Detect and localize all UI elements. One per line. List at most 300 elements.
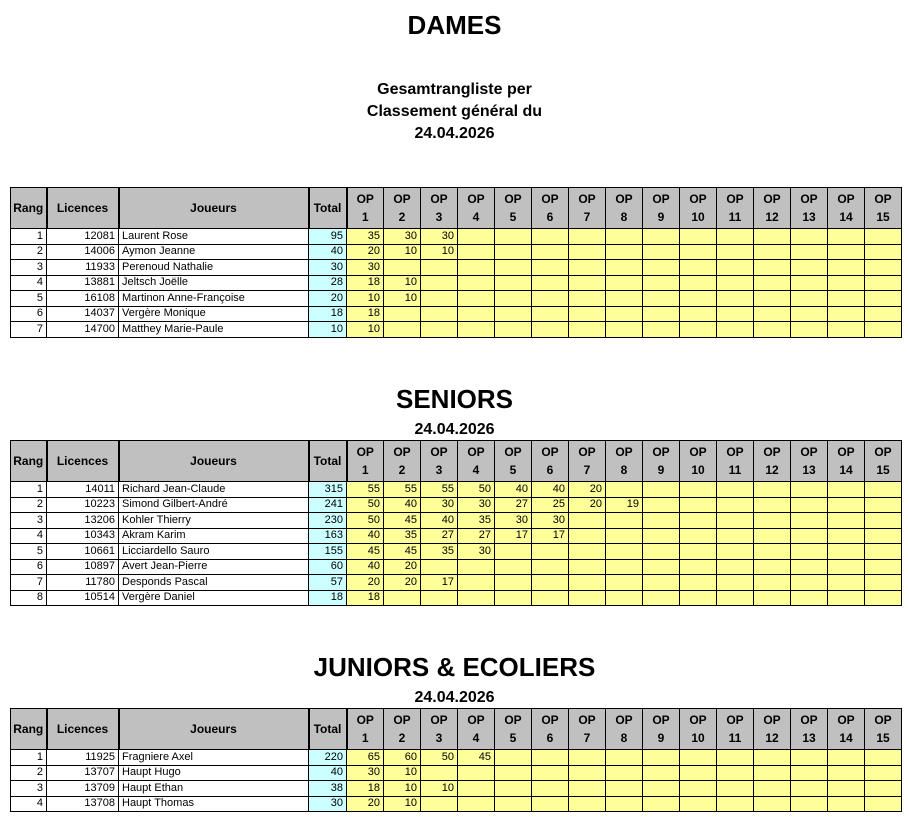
table-row	[11, 482, 902, 498]
op-score-cell	[495, 781, 532, 797]
op-label: OP	[541, 445, 559, 459]
total-cell: 220	[309, 750, 347, 766]
op-score-cell	[865, 796, 902, 812]
header-op-14	[828, 441, 865, 482]
rang-cell: 4	[11, 528, 47, 544]
op-number: 13	[802, 463, 816, 477]
op-score-cell	[754, 528, 791, 544]
op-score-cell	[495, 590, 532, 606]
op-score-cell	[828, 590, 865, 606]
subtitle-line-1: Gesamtrangliste per	[377, 81, 532, 98]
juniors-table	[10, 708, 902, 812]
op-label: OP	[800, 192, 818, 206]
op-number: 2	[398, 463, 406, 477]
op-score-cell	[865, 244, 902, 260]
rang-cell: 7	[11, 322, 47, 338]
player-name-cell: Jeltsch Joëlle	[119, 275, 309, 291]
op-score-cell	[717, 229, 754, 245]
op-score-cell	[717, 260, 754, 276]
header-op-2	[384, 188, 421, 229]
total-cell: 163	[309, 528, 347, 544]
total-cell: 18	[309, 306, 347, 322]
op-score-cell: 10	[421, 244, 458, 260]
op-score-cell	[791, 322, 828, 338]
header-total: Total	[309, 441, 347, 482]
op-score-cell	[828, 513, 865, 529]
op-score-cell	[569, 244, 606, 260]
op-score-cell: 35	[458, 513, 495, 529]
op-number: 14	[839, 463, 853, 477]
op-score-cell	[754, 544, 791, 560]
op-score-cell	[865, 765, 902, 781]
header-licences: Licences	[47, 709, 119, 750]
op-score-cell	[754, 765, 791, 781]
licence-cell: 14037	[47, 306, 119, 322]
licence-cell: 13881	[47, 275, 119, 291]
op-score-cell	[421, 796, 458, 812]
op-score-cell	[643, 559, 680, 575]
op-score-cell	[717, 781, 754, 797]
rang-cell: 7	[11, 575, 47, 591]
op-score-cell: 10	[384, 796, 421, 812]
rang-cell: 5	[11, 291, 47, 307]
header-op-10	[680, 709, 717, 750]
op-score-cell: 17	[421, 575, 458, 591]
seniors-date: 24.04.2026	[414, 421, 495, 438]
op-score-cell	[865, 559, 902, 575]
op-score-cell	[865, 781, 902, 797]
op-score-cell	[606, 796, 643, 812]
op-score-cell	[754, 513, 791, 529]
op-score-cell: 30	[458, 544, 495, 560]
op-score-cell	[606, 260, 643, 276]
op-score-cell: 35	[384, 528, 421, 544]
op-score-cell	[532, 781, 569, 797]
op-label: OP	[504, 192, 522, 206]
op-score-cell: 40	[532, 482, 569, 498]
op-score-cell	[643, 291, 680, 307]
op-score-cell	[865, 528, 902, 544]
op-number: 5	[509, 463, 517, 477]
rang-cell: 3	[11, 513, 47, 529]
op-score-cell	[458, 244, 495, 260]
op-score-cell	[495, 559, 532, 575]
op-score-cell	[717, 497, 754, 513]
op-score-cell	[791, 781, 828, 797]
op-score-cell	[717, 750, 754, 766]
op-number: 12	[765, 210, 779, 224]
op-score-cell	[754, 497, 791, 513]
op-number: 5	[509, 210, 517, 224]
op-score-cell: 50	[458, 482, 495, 498]
op-score-cell	[828, 291, 865, 307]
op-score-cell	[569, 275, 606, 291]
dames-subtitle	[0, 79, 909, 145]
rang-cell: 1	[11, 482, 47, 498]
header-op-11	[717, 441, 754, 482]
op-number: 1	[361, 463, 369, 477]
op-score-cell	[791, 306, 828, 322]
op-score-cell: 55	[384, 482, 421, 498]
op-number: 13	[802, 210, 816, 224]
op-label: OP	[763, 192, 781, 206]
op-score-cell	[569, 291, 606, 307]
table-row	[11, 291, 902, 307]
header-op-3	[421, 709, 458, 750]
op-score-cell	[421, 559, 458, 575]
op-label: OP	[874, 445, 892, 459]
op-score-cell	[532, 544, 569, 560]
op-score-cell: 20	[569, 482, 606, 498]
op-score-cell: 45	[458, 750, 495, 766]
op-number: 3	[435, 731, 443, 745]
op-score-cell	[680, 306, 717, 322]
op-label: OP	[504, 445, 522, 459]
op-score-cell	[532, 291, 569, 307]
header-op-11	[717, 709, 754, 750]
op-score-cell	[458, 559, 495, 575]
op-score-cell	[458, 260, 495, 276]
op-score-cell	[680, 229, 717, 245]
op-score-cell	[532, 590, 569, 606]
header-op-4	[458, 441, 495, 482]
op-score-cell	[680, 750, 717, 766]
header-op-14	[828, 188, 865, 229]
licence-cell: 13206	[47, 513, 119, 529]
total-cell: 38	[309, 781, 347, 797]
op-score-cell	[643, 765, 680, 781]
op-score-cell: 30	[421, 229, 458, 245]
header-op-3	[421, 441, 458, 482]
op-score-cell	[791, 244, 828, 260]
op-score-cell	[384, 322, 421, 338]
subtitle-line-3: 24.04.2026	[414, 125, 495, 142]
op-score-cell	[828, 322, 865, 338]
op-number: 10	[691, 463, 705, 477]
player-name-cell: Fragniere Axel	[119, 750, 309, 766]
op-label: OP	[652, 445, 670, 459]
header-op-10	[680, 188, 717, 229]
op-score-cell	[828, 528, 865, 544]
op-score-cell	[754, 244, 791, 260]
op-score-cell	[791, 260, 828, 276]
header-op-1	[347, 709, 384, 750]
op-number: 3	[435, 463, 443, 477]
op-score-cell	[606, 291, 643, 307]
op-score-cell	[458, 590, 495, 606]
op-score-cell: 55	[421, 482, 458, 498]
op-score-cell: 40	[347, 528, 384, 544]
licence-cell: 10661	[47, 544, 119, 560]
juniors-date: 24.04.2026	[414, 689, 495, 706]
table-row	[11, 559, 902, 575]
op-score-cell	[680, 575, 717, 591]
op-label: OP	[467, 713, 485, 727]
player-name-cell: Kohler Thierry	[119, 513, 309, 529]
header-joueurs: Joueurs	[119, 188, 309, 229]
op-score-cell	[754, 291, 791, 307]
op-score-cell	[569, 590, 606, 606]
op-number: 9	[657, 210, 665, 224]
total-cell: 40	[309, 244, 347, 260]
op-number: 15	[876, 210, 890, 224]
op-label: OP	[726, 713, 744, 727]
op-label: OP	[800, 445, 818, 459]
op-score-cell	[643, 260, 680, 276]
op-number: 15	[876, 731, 890, 745]
total-cell: 18	[309, 590, 347, 606]
table-row	[11, 260, 902, 276]
table-row	[11, 322, 902, 338]
header-row	[11, 441, 902, 482]
total-cell: 60	[309, 559, 347, 575]
op-number: 1	[361, 210, 369, 224]
table-row	[11, 528, 902, 544]
table-row	[11, 781, 902, 797]
header-op-6	[532, 709, 569, 750]
op-score-cell	[717, 513, 754, 529]
table-row	[11, 275, 902, 291]
licence-cell: 11933	[47, 260, 119, 276]
header-op-10	[680, 441, 717, 482]
player-name-cell: Vergère Daniel	[119, 590, 309, 606]
table-row	[11, 796, 902, 812]
op-score-cell	[606, 229, 643, 245]
op-number: 7	[583, 463, 591, 477]
op-score-cell	[606, 781, 643, 797]
op-number: 4	[472, 463, 480, 477]
op-score-cell	[495, 275, 532, 291]
op-score-cell	[717, 590, 754, 606]
op-score-cell: 50	[347, 513, 384, 529]
op-label: OP	[393, 713, 411, 727]
op-score-cell	[791, 590, 828, 606]
op-score-cell: 30	[421, 497, 458, 513]
rang-cell: 4	[11, 796, 47, 812]
header-op-12	[754, 188, 791, 229]
op-label: OP	[800, 713, 818, 727]
op-score-cell	[754, 590, 791, 606]
player-name-cell: Matthey Marie-Paule	[119, 322, 309, 338]
op-label: OP	[541, 192, 559, 206]
op-score-cell	[495, 750, 532, 766]
header-op-8	[606, 709, 643, 750]
licence-cell: 14006	[47, 244, 119, 260]
op-score-cell	[606, 275, 643, 291]
licence-cell: 16108	[47, 291, 119, 307]
op-score-cell	[495, 306, 532, 322]
total-cell: 315	[309, 482, 347, 498]
op-score-cell	[532, 796, 569, 812]
op-score-cell	[865, 260, 902, 276]
player-name-cell: Simond Gilbert-André	[119, 497, 309, 513]
op-score-cell	[569, 796, 606, 812]
op-score-cell	[680, 291, 717, 307]
op-score-cell	[717, 544, 754, 560]
op-number: 12	[765, 463, 779, 477]
juniors-title: JUNIORS & ECOLIERS	[313, 652, 596, 682]
total-cell: 155	[309, 544, 347, 560]
op-score-cell: 10	[384, 765, 421, 781]
op-label: OP	[578, 192, 596, 206]
player-name-cell: Perenoud Nathalie	[119, 260, 309, 276]
header-op-5	[495, 441, 532, 482]
op-score-cell	[791, 291, 828, 307]
op-number: 8	[620, 210, 628, 224]
op-score-cell	[606, 482, 643, 498]
op-score-cell	[717, 796, 754, 812]
op-score-cell	[680, 260, 717, 276]
op-score-cell	[643, 244, 680, 260]
op-score-cell: 27	[495, 497, 532, 513]
total-cell: 20	[309, 291, 347, 307]
player-name-cell: Martinon Anne-Françoise	[119, 291, 309, 307]
op-score-cell	[606, 528, 643, 544]
op-score-cell: 17	[532, 528, 569, 544]
op-score-cell	[643, 229, 680, 245]
player-name-cell: Laurent Rose	[119, 229, 309, 245]
licence-cell: 10897	[47, 559, 119, 575]
op-score-cell	[828, 575, 865, 591]
total-cell: 95	[309, 229, 347, 245]
op-number: 8	[620, 463, 628, 477]
rang-cell: 1	[11, 229, 47, 245]
header-op-12	[754, 441, 791, 482]
op-score-cell	[532, 244, 569, 260]
op-score-cell: 35	[421, 544, 458, 560]
op-score-cell	[680, 765, 717, 781]
op-score-cell	[754, 322, 791, 338]
op-score-cell	[643, 482, 680, 498]
op-score-cell	[717, 244, 754, 260]
op-score-cell	[569, 306, 606, 322]
op-score-cell: 50	[421, 750, 458, 766]
rang-cell: 6	[11, 559, 47, 575]
player-name-cell: Avert Jean-Pierre	[119, 559, 309, 575]
rang-cell: 8	[11, 590, 47, 606]
op-score-cell	[791, 275, 828, 291]
op-score-cell	[717, 765, 754, 781]
op-label: OP	[430, 192, 448, 206]
op-score-cell	[791, 497, 828, 513]
table-row	[11, 513, 902, 529]
op-score-cell: 10	[384, 275, 421, 291]
total-cell: 57	[309, 575, 347, 591]
player-name-cell: Desponds Pascal	[119, 575, 309, 591]
op-score-cell	[421, 590, 458, 606]
header-op-15	[865, 709, 902, 750]
header-op-15	[865, 188, 902, 229]
licence-cell: 14011	[47, 482, 119, 498]
op-score-cell	[569, 513, 606, 529]
licence-cell: 13708	[47, 796, 119, 812]
op-score-cell: 30	[384, 229, 421, 245]
op-number: 7	[583, 210, 591, 224]
op-score-cell: 19	[606, 497, 643, 513]
licence-cell: 12081	[47, 229, 119, 245]
op-score-cell	[569, 765, 606, 781]
total-cell: 30	[309, 796, 347, 812]
op-score-cell	[643, 497, 680, 513]
op-score-cell: 45	[347, 544, 384, 560]
op-score-cell	[865, 275, 902, 291]
op-score-cell	[791, 513, 828, 529]
op-number: 14	[839, 210, 853, 224]
op-label: OP	[763, 713, 781, 727]
op-score-cell	[717, 306, 754, 322]
op-score-cell	[828, 260, 865, 276]
licence-cell: 10223	[47, 497, 119, 513]
player-name-cell: Akram Karim	[119, 528, 309, 544]
header-op-8	[606, 441, 643, 482]
header-op-7	[569, 188, 606, 229]
op-number: 8	[620, 731, 628, 745]
op-label: OP	[356, 192, 374, 206]
header-op-5	[495, 709, 532, 750]
op-score-cell: 30	[458, 497, 495, 513]
seniors-table	[10, 440, 902, 606]
op-label: OP	[837, 713, 855, 727]
op-number: 11	[728, 210, 742, 224]
op-score-cell	[569, 781, 606, 797]
op-score-cell	[754, 229, 791, 245]
header-op-13	[791, 441, 828, 482]
header-op-9	[643, 709, 680, 750]
op-score-cell	[791, 796, 828, 812]
op-score-cell	[828, 306, 865, 322]
op-label: OP	[689, 192, 707, 206]
rang-cell: 4	[11, 275, 47, 291]
op-score-cell	[643, 528, 680, 544]
op-score-cell	[791, 528, 828, 544]
op-score-cell	[717, 322, 754, 338]
op-label: OP	[837, 192, 855, 206]
op-score-cell: 18	[347, 781, 384, 797]
op-score-cell	[754, 275, 791, 291]
table-row	[11, 497, 902, 513]
op-score-cell	[791, 575, 828, 591]
op-score-cell	[828, 765, 865, 781]
op-score-cell	[532, 306, 569, 322]
op-label: OP	[874, 713, 892, 727]
op-score-cell: 10	[384, 781, 421, 797]
op-score-cell	[606, 575, 643, 591]
op-score-cell	[680, 497, 717, 513]
op-score-cell	[717, 575, 754, 591]
table-row	[11, 306, 902, 322]
op-number: 4	[472, 210, 480, 224]
op-score-cell: 27	[421, 528, 458, 544]
op-score-cell	[680, 544, 717, 560]
op-score-cell	[717, 528, 754, 544]
op-label: OP	[467, 445, 485, 459]
op-score-cell	[643, 750, 680, 766]
op-label: OP	[393, 445, 411, 459]
op-score-cell	[680, 528, 717, 544]
op-score-cell	[421, 322, 458, 338]
op-score-cell	[569, 544, 606, 560]
player-name-cell: Vergère Monique	[119, 306, 309, 322]
header-op-13	[791, 188, 828, 229]
op-score-cell: 40	[347, 559, 384, 575]
op-score-cell	[421, 291, 458, 307]
op-label: OP	[578, 713, 596, 727]
op-score-cell	[865, 291, 902, 307]
player-name-cell: Richard Jean-Claude	[119, 482, 309, 498]
op-score-cell	[606, 559, 643, 575]
op-score-cell	[532, 322, 569, 338]
op-score-cell	[865, 513, 902, 529]
